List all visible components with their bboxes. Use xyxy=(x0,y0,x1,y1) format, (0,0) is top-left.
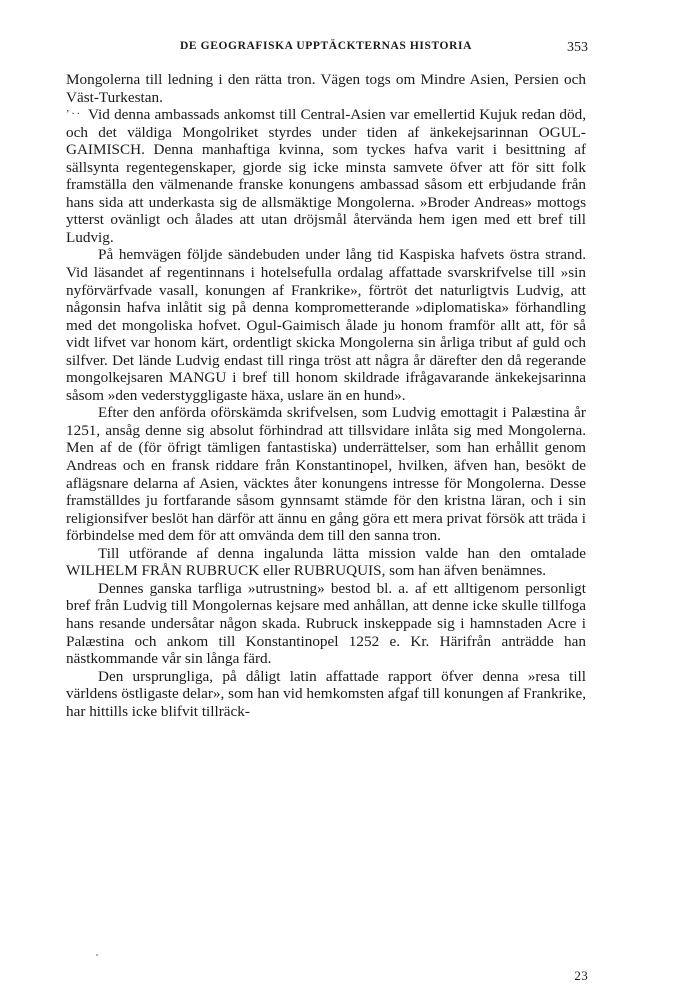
body-text xyxy=(66,71,586,720)
book-page xyxy=(66,40,588,983)
paragraph: Till utförande af denna ingalunda lätta mission valde han den omtalade WILHELM FRÅN RUBRUCK eller RUBRUQUIS, som han äfven benämnes. xyxy=(66,544,586,580)
paragraph: Efter den anförda oförskämda skrifvelsen, som Ludvig emottagit i Palæstina år 1251, ansåg denne sig absolut förhindrad att tillsvidare inlåta sig med Mongolerna. Men af de (för öfrigt tämligen fantastiska) underrättelser, som han erhållit genom Andreas och en fransk riddare från Konstantinopel, hvilken, äfven han, besökt de aflägsnare delarna af Asien, väcktes åter konungens intresse för Mongolerna. Desse framställdes ju fortfarande såsom gynnsamt stämde för den kristna läran, och i sin religionsifver beslöt han därför att ännu en gång göra ett mera privat försök att träda i förbindelse med dem för att omvända dem till den sanna tron. xyxy=(66,404,586,545)
speck xyxy=(96,954,98,956)
signature-mark: 23 xyxy=(574,968,588,983)
running-title: DE GEOGRAFISKA UPPTÄCKTERNAS HISTORIA xyxy=(180,40,472,52)
paragraph: På hemvägen följde sändebuden under lång tid Kaspiska hafvets östra strand. Vid läsandet af regentinnans i hotelsefulla ordalag affattade svarskrifvelse till »sin nyförvärfvade vasall, konungen af Frankrike», förtröt det naturligtvis Ludvig, att någonsin hafva inlåtit sig på denna komprometterande »diplomatiska» förhandling med det mongoliska hofvet. Ogul-Gaimisch ålade ju honom framför allt att, för så vidt lifvet var honom kärt, ordentligt skicka Mongolerna sin årliga tribut af guld och silfver. Det lände Ludvig endast till ringa tröst att några år därefter den då regerande mongolkejsaren MANGU i bref till honom skildrade ifrågavarande änkekejsarinna såsom »den vederstyggligaste häxa, uslare än en hund». xyxy=(66,246,586,404)
running-header xyxy=(66,40,586,60)
paragraph: Mongolerna till ledning i den rätta tron. Vägen togs om Mindre Asien, Persien och Väst-Turkestan. xyxy=(66,71,586,106)
paragraph: Den ursprungliga, på dåligt latin affattade rapport öfver denna »resa till världens östligaste delar», som han vid hemkomsten afgaf till konungen af Frankrike, har hittills icke blifvit tillräck- xyxy=(66,667,586,720)
paragraph: ’·· Vid denna ambassads ankomst till Central-Asien var emellertid Kujuk redan död, och det väldiga Mongolriket styrdes under tiden af änkekejsarinnan OGUL-GAIMISCH. Denna manhaftiga kvinna, som tyckes hafva varit i besittning af sällsynta regentegenskaper, gjorde sig icke minsta samvete öfver att för sitt folk framställa den välmenande franske konungens ambassad såsom ett erbjudande från hans sida att underkasta sig de allsmäktige Mongolerna. »Broder Andreas» mottogs ytterst ovänligt och ålades att utan dröjsmål återvända hem igen med ett bref till Ludvig. xyxy=(66,106,586,246)
page-number: 353 xyxy=(567,40,588,55)
paragraph: Dennes ganska tarfliga »utrustning» bestod bl. a. af ett alltigenom personligt bref från Ludvig till Mongolernas kejsare med anhållan, att denne icke skulle tillfoga hans resande undersåtar någon skada. Rubruck inskeppade sig i hamnstaden Acre i Palæstina och ankom till Konstantinopel 1252 e. Kr. Härifrån anträdde han nästkommande vår sin långa färd. xyxy=(66,579,586,668)
